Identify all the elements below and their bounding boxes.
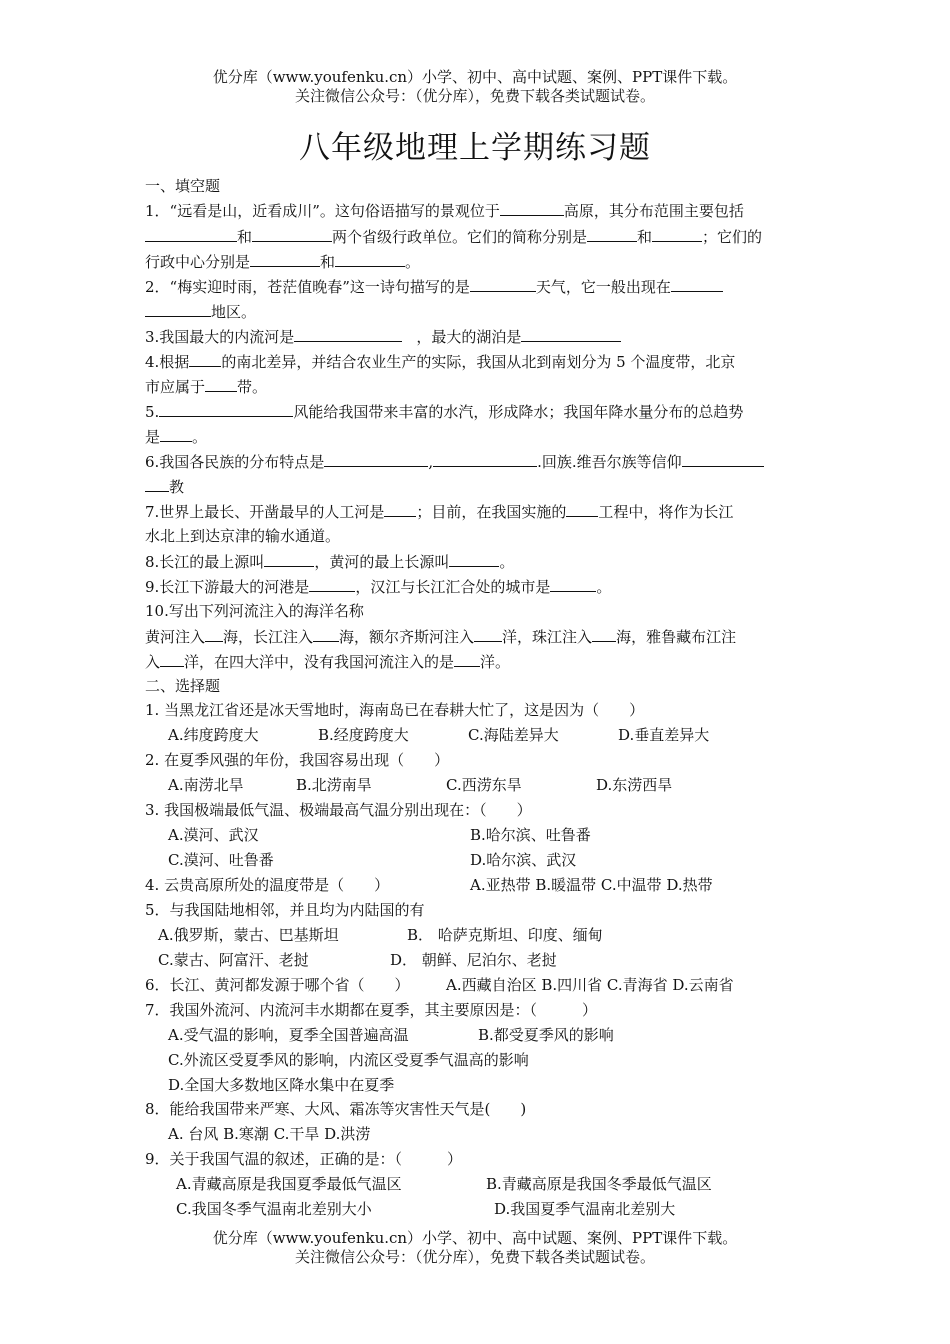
blank[interactable]: [671, 276, 723, 292]
q7-text-c: 工程中，将作为长江: [598, 503, 734, 521]
mc1-option-b[interactable]: B.经度跨度大: [318, 726, 409, 744]
q1-text-g: 行政中心分别是: [145, 253, 251, 271]
q1-text-i: 。: [405, 253, 421, 271]
q6-text-a: 6.我国各民族的分布特点是: [145, 453, 325, 471]
blank[interactable]: [521, 326, 621, 342]
q10-text-g: 洋，在四大洋中，没有我国河流注入的是: [184, 653, 455, 671]
mc4-options[interactable]: A.亚热带 B.暖温带 C.中温带 D.热带: [470, 876, 713, 894]
blank[interactable]: [205, 376, 237, 392]
q5-line-2: [145, 426, 207, 447]
mc8-options[interactable]: A. 台风 B.寒潮 C.干旱 D.洪涝: [168, 1125, 371, 1143]
mc6-stem: 6．长江、黄河都发源于哪个省（ ）: [145, 976, 410, 994]
blank[interactable]: [250, 251, 320, 267]
q4-line-2: [145, 376, 267, 397]
mc2-option-d[interactable]: D.东涝西旱: [596, 776, 673, 794]
q3-line: [145, 326, 621, 347]
blank[interactable]: [587, 226, 637, 242]
mc5-option-b[interactable]: B． 哈萨克斯坦、印度、缅甸: [407, 926, 603, 944]
mc1-option-d[interactable]: D.垂直差异大: [618, 726, 710, 744]
q2-text-b: 天气，它一般出现在: [535, 278, 671, 296]
q1-line-1: [145, 200, 744, 221]
q1-text-c: 和: [237, 228, 253, 246]
mc2-option-a[interactable]: A.南涝北旱: [168, 776, 244, 794]
blank[interactable]: [474, 626, 502, 642]
blank[interactable]: [160, 651, 184, 667]
q8-line: [145, 551, 514, 572]
q4-line-1: [145, 351, 735, 372]
mc3-stem: 3. 我国极端最低气温、极端最高气温分别出现在：（ ）: [145, 801, 532, 819]
mc7-stem: 7．我国外流河、内流河丰水期都在夏季，其主要原因是：（ ）: [145, 1001, 598, 1019]
blank[interactable]: [384, 501, 416, 517]
q10-line-2: [145, 651, 510, 672]
blank[interactable]: [145, 301, 211, 317]
q7-line-2: [145, 526, 340, 546]
footer-line-1: 优分库（www.youfenku.cn）小学、初中、高中试题、案例、PPT课件下载。: [212, 1229, 738, 1247]
blank[interactable]: [159, 401, 293, 417]
mc7-option-b[interactable]: B.都受夏季风的影响: [478, 1026, 614, 1044]
mc2-stem: 2. 在夏季风强的年份，我国容易出现（ ）: [145, 751, 450, 769]
q6-text-c: .回族.维吾尔族等信仰: [537, 453, 682, 471]
mc8-stem: 8．能给我国带来严寒、大风、霜冻等灾害性天气是( ): [145, 1100, 527, 1118]
blank[interactable]: [205, 626, 223, 642]
q1-text-a: 1．“远看是山，近看成川”。这句俗语描写的景观位于: [145, 202, 500, 220]
blank[interactable]: [145, 476, 169, 492]
mc3-option-a[interactable]: A.漠河、武汉: [168, 826, 259, 844]
q3-text-a: 3.我国最大的内流河是: [145, 328, 295, 346]
blank[interactable]: [145, 226, 237, 242]
blank[interactable]: [449, 551, 499, 567]
q10-text-a: 黄河注入: [145, 628, 206, 646]
mc5-option-d[interactable]: D． 朝鲜、尼泊尔、老挝: [390, 951, 557, 969]
q10-text-h: 洋。: [480, 653, 511, 671]
mc9-option-d[interactable]: D.我国夏季气温南北差别大: [494, 1200, 676, 1218]
q5-text-b: 风能给我国带来丰富的水汽，形成降水；我国年降水量分布的总趋势: [293, 403, 744, 421]
q10-text-c: 海，额尔齐斯河注入: [339, 628, 475, 646]
mc5-option-a[interactable]: A.俄罗斯，蒙古、巴基斯坦: [158, 926, 339, 944]
q10-text-f: 入: [145, 653, 161, 671]
q7-text-a: 7.世界上最长、开凿最早的人工河是: [145, 503, 385, 521]
mc3-option-b[interactable]: B.哈尔滨、吐鲁番: [470, 826, 591, 844]
header-line-2: 关注微信公众号：（优分库），免费下载各类试题试卷。: [294, 87, 655, 105]
mc1-stem: 1. 当黑龙江省还是冰天雪地时，海南岛已在春耕大忙了，这是因为（ ）: [145, 701, 645, 719]
q5-text-c: 是: [145, 428, 161, 446]
q2-text-c: 地区。: [211, 303, 257, 321]
blank[interactable]: [550, 576, 596, 592]
blank[interactable]: [682, 451, 764, 467]
q5-text-d: 。: [192, 428, 208, 446]
mc7-option-a[interactable]: A.受气温的影响，夏季全国普遍高温: [168, 1026, 409, 1044]
q4-text-a: 4.根据: [145, 353, 190, 371]
blank[interactable]: [294, 326, 402, 342]
q8-text-a: 8.长江的最上源叫: [145, 553, 265, 571]
blank[interactable]: [252, 226, 332, 242]
section-2-heading: 二、选择题: [145, 677, 221, 695]
blank[interactable]: [309, 576, 355, 592]
mc5-stem: 5．与我国陆地相邻，并且均为内陆国的有: [145, 901, 425, 919]
mc9-stem: 9．关于我国气温的叙述，正确的是：（ ）: [145, 1150, 463, 1168]
page-title: 八年级地理上学期练习题: [299, 130, 651, 166]
q5-text-a: 5.: [145, 403, 160, 421]
mc9-option-b[interactable]: B.青藏高原是我国冬季最低气温区: [486, 1175, 712, 1193]
mc2-option-b[interactable]: B.北涝南旱: [296, 776, 372, 794]
q6-line-1: [145, 451, 764, 472]
mc3-option-c[interactable]: C.漠河、吐鲁番: [168, 851, 274, 869]
q7-text-b: ；目前，在我国实施的: [416, 503, 567, 521]
q2-text-a: 2．“梅实迎时雨，苍茫值晚春”这一诗句描写的是: [145, 278, 470, 296]
header-line-1: 优分库（www.youfenku.cn）小学、初中、高中试题、案例、PPT课件下载。: [212, 68, 738, 86]
q1-text-e: 和: [637, 228, 653, 246]
q6-text-d: 教: [169, 478, 185, 496]
q10-title: 10.写出下列河流注入的海洋名称: [145, 602, 364, 620]
q10-text-e: 海，雅鲁藏布江注: [616, 628, 737, 646]
q1-text-f: ；它们的: [702, 228, 763, 246]
mc9-option-c[interactable]: C.我国冬季气温南北差别大小: [176, 1200, 372, 1218]
footer-line-2: 关注微信公众号：（优分库），免费下载各类试题试卷。: [294, 1248, 655, 1266]
q10-text-d: 洋，珠江注入: [502, 628, 593, 646]
q2-line-2: [145, 301, 256, 322]
blank[interactable]: [264, 551, 314, 567]
section-1-heading: 一、填空题: [145, 177, 221, 195]
q1-line-2: [145, 226, 762, 247]
blank[interactable]: [592, 626, 616, 642]
q9-text-a: 9.长江下游最大的河港是: [145, 578, 310, 596]
blank[interactable]: [160, 426, 192, 442]
q2-line-1: [145, 276, 723, 297]
q5-line-1: [145, 401, 743, 422]
q7-text-d: 水北上到达京津的输水通道。: [145, 527, 341, 545]
mc4-stem: 4. 云贵高原所处的温度带是（ ）: [145, 876, 390, 894]
mc2-option-c[interactable]: C.西涝东旱: [446, 776, 522, 794]
mc6-options[interactable]: A.西藏自治区 B.四川省 C.青海省 D.云南省: [446, 976, 734, 994]
blank[interactable]: [324, 451, 428, 467]
q4-text-c: 市应属于: [145, 378, 206, 396]
q9-line: [145, 576, 611, 597]
mc3-option-d[interactable]: D.哈尔滨、武汉: [470, 851, 577, 869]
mc5-option-c[interactable]: C.蒙古、阿富汗、老挝: [158, 951, 309, 969]
mc7-option-c[interactable]: C.外流区受夏季风的影响，内流区受夏季气温高的影响: [168, 1051, 529, 1069]
blank[interactable]: [500, 200, 564, 216]
q1-text-b: 高原，其分布范围主要包括: [563, 202, 744, 220]
q9-text-b: ，汉江与长江汇合处的城市是: [355, 578, 551, 596]
q8-text-c: 。: [499, 553, 515, 571]
q1-line-3: [145, 251, 420, 272]
mc7-option-d[interactable]: D.全国大多数地区降水集中在夏季: [168, 1076, 395, 1094]
blank[interactable]: [189, 351, 221, 367]
q4-text-d: 带。: [237, 378, 268, 396]
q6-text-b: ,: [428, 453, 434, 471]
blank[interactable]: [470, 276, 536, 292]
q10-line-1: [145, 626, 736, 647]
blank[interactable]: [433, 451, 537, 467]
q3-text-b: ，最大的湖泊是: [416, 328, 522, 346]
q10-text-b: 海，长江注入: [223, 628, 314, 646]
q8-text-b: ，黄河的最上长源叫: [314, 553, 450, 571]
q4-text-b: 的南北差异，并结合农业生产的实际，我国从北到南划分为 5 个温度带，北京: [221, 353, 736, 371]
q6-line-2: [145, 476, 184, 497]
blank[interactable]: [566, 501, 598, 517]
mc9-option-a[interactable]: A.青藏高原是我国夏季最低气温区: [176, 1175, 402, 1193]
mc1-option-a[interactable]: A.纬度跨度大: [168, 726, 259, 744]
mc1-option-c[interactable]: C.海陆差异大: [468, 726, 559, 744]
q1-text-d: 两个省级行政单位。它们的简称分别是: [332, 228, 588, 246]
q9-text-c: 。: [596, 578, 612, 596]
blank[interactable]: [454, 651, 480, 667]
q1-text-h: 和: [320, 253, 336, 271]
blank[interactable]: [335, 251, 405, 267]
q7-line-1: [145, 501, 733, 522]
blank[interactable]: [313, 626, 339, 642]
blank[interactable]: [652, 226, 702, 242]
